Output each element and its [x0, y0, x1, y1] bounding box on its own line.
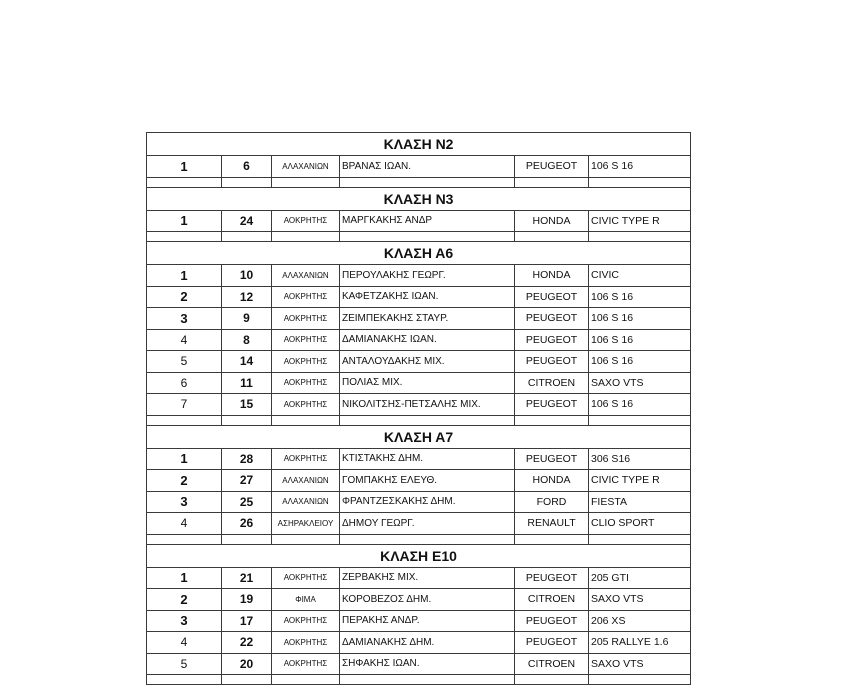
driver-cell: ΔΑΜΙΑΝΑΚΗΣ ΙΩΑΝ.	[340, 329, 515, 351]
car-model-cell: 206 XS	[589, 610, 691, 632]
car-number-cell: 26	[222, 513, 272, 535]
class-title: ΚΛΑΣΗ Ε10	[147, 544, 691, 567]
spacer-cell	[272, 415, 340, 425]
spacer-cell	[340, 177, 515, 187]
club-cell: ΑΛΑΧΑΝΙΩΝ	[272, 470, 340, 492]
driver-cell: ΠΕΡΟΥΛΑΚΗΣ ΓΕΩΡΓ.	[340, 265, 515, 287]
driver-cell: ΚΤΙΣΤΑΚΗΣ ΔΗΜ.	[340, 448, 515, 470]
spacer-cell	[515, 415, 589, 425]
driver-cell: ΔΗΜΟΥ ΓΕΩΡΓ.	[340, 513, 515, 535]
position-cell: 2	[147, 589, 222, 611]
car-model-cell: 106 S 16	[589, 329, 691, 351]
club-cell: ΑΣΗΡΑΚΛΕΙΟΥ	[272, 513, 340, 535]
spacer-cell	[589, 232, 691, 242]
car-number-cell: 22	[222, 632, 272, 654]
driver-cell: ΖΕΙΜΠΕΚΑΚΗΣ ΣΤΑΥΡ.	[340, 308, 515, 330]
result-row	[147, 632, 691, 654]
spacer-cell	[340, 675, 515, 685]
club-cell: ΑΛΑΧΑΝΙΩΝ	[272, 491, 340, 513]
position-cell: 5	[147, 653, 222, 675]
car-make-cell: RENAULT	[515, 513, 589, 535]
position-cell: 1	[147, 448, 222, 470]
car-number-cell: 27	[222, 470, 272, 492]
position-cell: 1	[147, 210, 222, 232]
result-row	[147, 351, 691, 373]
club-cell: ΑΛΑΧΑΝΙΩΝ	[272, 156, 340, 178]
result-row	[147, 513, 691, 535]
club-cell: ΑΟΚΡΗΤΗΣ	[272, 351, 340, 373]
car-model-cell: CIVIC TYPE R	[589, 210, 691, 232]
car-number-cell: 28	[222, 448, 272, 470]
driver-cell: ΠΟΛΙΑΣ ΜΙΧ.	[340, 372, 515, 394]
result-row	[147, 394, 691, 416]
spacer-cell	[222, 415, 272, 425]
result-row	[147, 156, 691, 178]
driver-cell: ΠΕΡΑΚΗΣ ΑΝΔΡ.	[340, 610, 515, 632]
club-cell: ΑΟΚΡΗΤΗΣ	[272, 394, 340, 416]
spacer-cell	[222, 534, 272, 544]
car-number-cell: 17	[222, 610, 272, 632]
club-cell: ΑΟΚΡΗΤΗΣ	[272, 210, 340, 232]
driver-cell: ΚΟΡΟΒΕΖΟΣ ΔΗΜ.	[340, 589, 515, 611]
position-cell: 3	[147, 610, 222, 632]
car-model-cell: 106 S 16	[589, 351, 691, 373]
spacer-cell	[272, 675, 340, 685]
spacer-cell	[589, 415, 691, 425]
results-table	[146, 132, 691, 685]
car-number-cell: 24	[222, 210, 272, 232]
car-number-cell: 11	[222, 372, 272, 394]
class-title: ΚΛΑΣΗ Α6	[147, 242, 691, 265]
spacer-cell	[515, 177, 589, 187]
result-row	[147, 210, 691, 232]
club-cell: ΑΟΚΡΗΤΗΣ	[272, 286, 340, 308]
car-model-cell: 106 S 16	[589, 394, 691, 416]
position-cell: 2	[147, 286, 222, 308]
car-number-cell: 19	[222, 589, 272, 611]
spacer-row	[147, 177, 691, 187]
position-cell: 2	[147, 470, 222, 492]
spacer-row	[147, 232, 691, 242]
class-header-row	[147, 425, 691, 448]
car-make-cell: CITROEN	[515, 589, 589, 611]
position-cell: 3	[147, 308, 222, 330]
position-cell: 1	[147, 265, 222, 287]
car-make-cell: FORD	[515, 491, 589, 513]
car-model-cell: 306 S16	[589, 448, 691, 470]
club-cell: ΑΟΚΡΗΤΗΣ	[272, 372, 340, 394]
position-cell: 1	[147, 567, 222, 589]
spacer-row	[147, 534, 691, 544]
car-make-cell: PEUGEOT	[515, 567, 589, 589]
car-make-cell: PEUGEOT	[515, 156, 589, 178]
spacer-cell	[589, 675, 691, 685]
club-cell: ΑΟΚΡΗΤΗΣ	[272, 448, 340, 470]
result-row	[147, 329, 691, 351]
driver-cell: ΖΕΡΒΑΚΗΣ ΜΙΧ.	[340, 567, 515, 589]
position-cell: 4	[147, 329, 222, 351]
car-number-cell: 8	[222, 329, 272, 351]
spacer-cell	[272, 534, 340, 544]
driver-cell: ΝΙΚΟΛΙΤΣΗΣ-ΠΕΤΣΑΛΗΣ ΜΙΧ.	[340, 394, 515, 416]
car-model-cell: 106 S 16	[589, 286, 691, 308]
club-cell: ΑΟΚΡΗΤΗΣ	[272, 567, 340, 589]
driver-cell: ΚΑΦΕΤΖΑΚΗΣ ΙΩΑΝ.	[340, 286, 515, 308]
spacer-cell	[222, 177, 272, 187]
position-cell: 4	[147, 632, 222, 654]
results-table-body	[147, 133, 691, 685]
car-make-cell: PEUGEOT	[515, 329, 589, 351]
position-cell: 4	[147, 513, 222, 535]
result-row	[147, 470, 691, 492]
car-make-cell: PEUGEOT	[515, 610, 589, 632]
spacer-cell	[515, 534, 589, 544]
result-row	[147, 653, 691, 675]
car-model-cell: 205 RALLYE 1.6	[589, 632, 691, 654]
car-number-cell: 14	[222, 351, 272, 373]
result-row	[147, 567, 691, 589]
car-make-cell: PEUGEOT	[515, 351, 589, 373]
spacer-row	[147, 415, 691, 425]
car-model-cell: CIVIC	[589, 265, 691, 287]
car-number-cell: 20	[222, 653, 272, 675]
car-make-cell: CITROEN	[515, 372, 589, 394]
position-cell: 7	[147, 394, 222, 416]
club-cell: ΑΟΚΡΗΤΗΣ	[272, 610, 340, 632]
driver-cell: ΜΑΡΓΚΑΚΗΣ ΑΝΔΡ	[340, 210, 515, 232]
club-cell: ΦΙΜΑ	[272, 589, 340, 611]
spacer-cell	[222, 675, 272, 685]
car-model-cell: 106 S 16	[589, 156, 691, 178]
driver-cell: ΓΟΜΠΑΚΗΣ ΕΛΕΥΘ.	[340, 470, 515, 492]
spacer-cell	[340, 232, 515, 242]
car-number-cell: 12	[222, 286, 272, 308]
car-make-cell: HONDA	[515, 210, 589, 232]
car-model-cell: SAXO VTS	[589, 589, 691, 611]
car-number-cell: 6	[222, 156, 272, 178]
spacer-cell	[589, 534, 691, 544]
spacer-cell	[147, 177, 222, 187]
result-row	[147, 589, 691, 611]
spacer-cell	[147, 534, 222, 544]
car-number-cell: 10	[222, 265, 272, 287]
car-model-cell: FIESTA	[589, 491, 691, 513]
car-model-cell: CIVIC TYPE R	[589, 470, 691, 492]
club-cell: ΑΛΑΧΑΝΙΩΝ	[272, 265, 340, 287]
spacer-cell	[272, 177, 340, 187]
driver-cell: ΦΡΑΝΤΖΕΣΚΑΚΗΣ ΔΗΜ.	[340, 491, 515, 513]
car-make-cell: CITROEN	[515, 653, 589, 675]
club-cell: ΑΟΚΡΗΤΗΣ	[272, 308, 340, 330]
spacer-cell	[222, 232, 272, 242]
car-make-cell: PEUGEOT	[515, 632, 589, 654]
car-make-cell: PEUGEOT	[515, 448, 589, 470]
class-title: ΚΛΑΣΗ Α7	[147, 425, 691, 448]
class-title: ΚΛΑΣΗ Ν2	[147, 133, 691, 156]
class-header-row	[147, 242, 691, 265]
driver-cell: ΔΑΜΙΑΝΑΚΗΣ ΔΗΜ.	[340, 632, 515, 654]
result-row	[147, 372, 691, 394]
car-model-cell: SAXO VTS	[589, 653, 691, 675]
club-cell: ΑΟΚΡΗΤΗΣ	[272, 329, 340, 351]
class-header-row	[147, 544, 691, 567]
car-make-cell: PEUGEOT	[515, 286, 589, 308]
class-header-row	[147, 187, 691, 210]
car-make-cell: PEUGEOT	[515, 394, 589, 416]
club-cell: ΑΟΚΡΗΤΗΣ	[272, 653, 340, 675]
result-row	[147, 286, 691, 308]
position-cell: 3	[147, 491, 222, 513]
car-model-cell: CLIO SPORT	[589, 513, 691, 535]
car-make-cell: HONDA	[515, 265, 589, 287]
spacer-cell	[340, 534, 515, 544]
driver-cell: ΒΡΑΝΑΣ ΙΩΑΝ.	[340, 156, 515, 178]
result-row	[147, 265, 691, 287]
car-make-cell: PEUGEOT	[515, 308, 589, 330]
result-row	[147, 491, 691, 513]
result-row	[147, 610, 691, 632]
club-cell: ΑΟΚΡΗΤΗΣ	[272, 632, 340, 654]
driver-cell: ΣΗΦΑΚΗΣ ΙΩΑΝ.	[340, 653, 515, 675]
spacer-cell	[515, 675, 589, 685]
car-number-cell: 9	[222, 308, 272, 330]
spacer-cell	[340, 415, 515, 425]
driver-cell: ΑΝΤΑΛΟΥΔΑΚΗΣ ΜΙΧ.	[340, 351, 515, 373]
spacer-cell	[515, 232, 589, 242]
class-title: ΚΛΑΣΗ Ν3	[147, 187, 691, 210]
spacer-row	[147, 675, 691, 685]
car-model-cell: 205 GTI	[589, 567, 691, 589]
class-header-row	[147, 133, 691, 156]
position-cell: 5	[147, 351, 222, 373]
result-row	[147, 448, 691, 470]
spacer-cell	[272, 232, 340, 242]
position-cell: 6	[147, 372, 222, 394]
car-make-cell: HONDA	[515, 470, 589, 492]
spacer-cell	[147, 415, 222, 425]
car-number-cell: 21	[222, 567, 272, 589]
car-model-cell: 106 S 16	[589, 308, 691, 330]
spacer-cell	[147, 232, 222, 242]
result-row	[147, 308, 691, 330]
car-model-cell: SAXO VTS	[589, 372, 691, 394]
car-number-cell: 15	[222, 394, 272, 416]
car-number-cell: 25	[222, 491, 272, 513]
spacer-cell	[147, 675, 222, 685]
position-cell: 1	[147, 156, 222, 178]
spacer-cell	[589, 177, 691, 187]
